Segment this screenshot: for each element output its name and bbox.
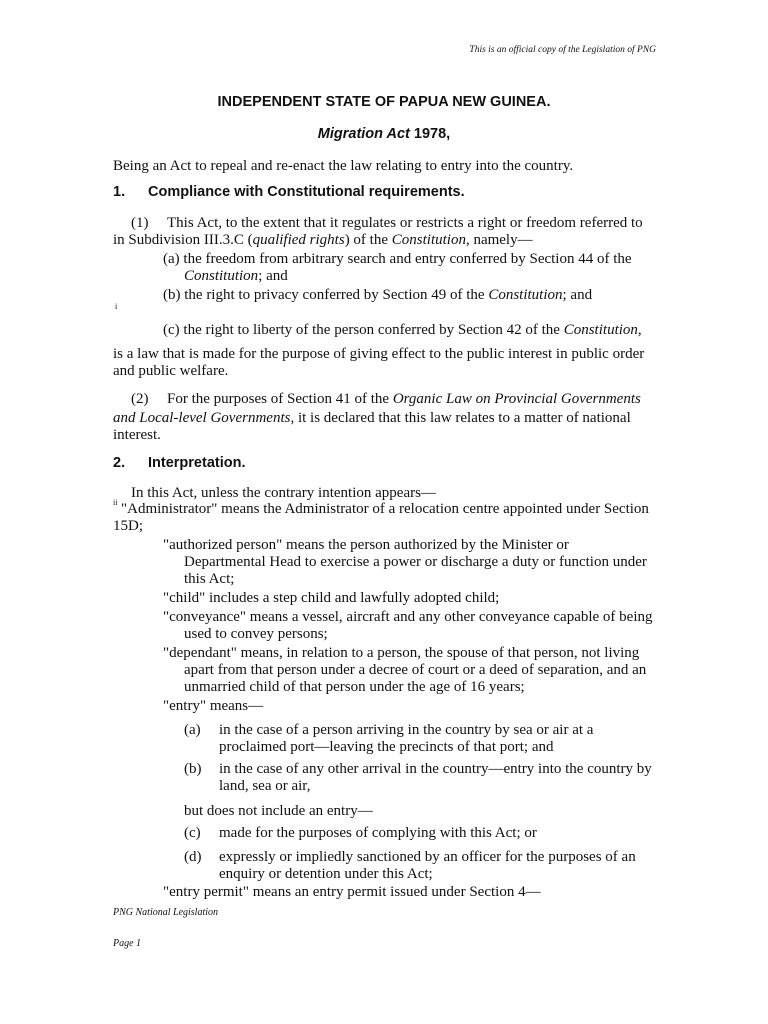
subsection-2-line-1 [167,391,641,408]
s1-constitution: Constitution [391,232,466,248]
subsection-2-line-3: interest. [113,427,161,443]
def-conveyance-line-1: "conveyance" means a vessel, aircraft and any other conveyance capable of being [163,609,653,625]
entry-b-number: (b) [184,761,202,777]
def-conveyance-line-2: used to convey persons; [184,626,328,642]
long-title: Being an Act to repeal and re-enact the law relating to entry into the country. [113,158,574,174]
footer-legislation: PNG National Legislation [113,907,219,918]
interpretation-intro: In this Act, unless the contrary intention appears— [131,485,436,501]
section-2-heading: Interpretation. [148,455,246,471]
endnote-marker-ii: ii [113,498,118,507]
act-year: 1978, [409,126,451,142]
def-authorized-line-1: "authorized person" means the person authorized by the Minister or [163,537,569,553]
def-dependant-line-3: unmarried child of that person under the age of 16 years; [184,679,525,695]
subsection-1-number: (1) [131,215,149,231]
subsection-1-tail-1: is a law that is made for the purpose of giving effect to the public interest in public order [113,346,645,362]
item-c-end: , [637,322,642,338]
s2-text-b: , it is declared that this law relates to a matter of national [290,410,631,426]
endnote-marker-i: i [115,302,118,311]
s2-local-level: and Local-level Governments [113,410,291,426]
s2-organic-law: Organic Law on Provincial Governments [392,391,641,407]
s1-text-a: in Subdivision III.3.C ( [113,232,253,248]
item-a-line-1: (a) the freedom from arbitrary search and entry conferred by Section 44 of the [163,251,632,267]
subsection-2-line-2 [113,410,631,427]
item-c-line-1 [163,322,642,339]
entry-d-line-1: expressly or impliedly sanctioned by an officer for the purposes of an [219,849,636,865]
def-authorized-line-2: Departmental Head to exercise a power or discharge a duty or function under [184,554,647,570]
entry-a-line-2: proclaimed port—leaving the precincts of that port; and [219,739,554,755]
s1-text-c: ) of the [344,232,392,248]
section-1-heading: Compliance with Constitutional requirements. [148,184,465,200]
subsection-1-line-1: This Act, to the extent that it regulates or restricts a right or freedom referred to [167,215,643,231]
entry-d-number: (d) [184,849,202,865]
entry-c-number: (c) [184,825,201,841]
item-a-end: ; and [258,268,288,284]
item-a-line-2 [184,268,288,285]
def-entry: "entry" means— [163,698,264,714]
subsection-2-number: (2) [131,391,149,407]
s1-text-e: , namely— [465,232,533,248]
def-authorized-line-3: this Act; [184,571,235,587]
item-a-constitution: Constitution [184,268,259,284]
def-dependant-line-2: apart from that person under a decree of court or a deed of separation, and an [184,662,647,678]
def-dependant-line-1: "dependant" means, in relation to a person, the spouse of that person, not living [163,645,640,661]
entry-c-line-1: made for the purposes of complying with this Act; or [219,825,537,841]
item-c-constitution: Constitution [563,322,638,338]
act-name: Migration Act [317,126,410,142]
subsection-1-line-2 [113,232,533,249]
footer-page-number: Page 1 [113,938,142,949]
s1-qualified-rights: qualified rights [252,232,345,248]
item-b-text: (b) the right to privacy conferred by Section 49 of the [163,287,489,303]
section-2-number: 2. [113,455,126,471]
entry-d-line-2: enquiry or detention under this Act; [219,866,433,882]
entry-a-line-1: in the case of a person arriving in the country by sea or air at a [219,722,594,738]
subsection-1-tail-2: and public welfare. [113,363,229,379]
s2-text-a: For the purposes of Section 41 of the [167,391,393,407]
def-administrator-line-2: 15D; [113,518,143,534]
official-copy-note: This is an official copy of the Legislation of PNG [469,45,656,55]
item-b-constitution: Constitution [488,287,563,303]
act-title [0,126,768,142]
section-1-number: 1. [113,184,126,200]
entry-a-number: (a) [184,722,201,738]
entry-exclusions: but does not include an entry— [184,803,373,819]
def-entry-permit: "entry permit" means an entry permit issued under Section 4— [163,884,541,900]
item-b-end: ; and [562,287,593,303]
def-child: "child" includes a step child and lawfully adopted child; [163,590,500,606]
def-administrator-line-1: "Administrator" means the Administrator of a relocation centre appointed under Section [121,501,649,517]
item-b-line-1 [163,287,592,304]
entry-b-line-1: in the case of any other arrival in the country—entry into the country by [219,761,652,777]
entry-b-line-2: land, sea or air, [219,778,311,794]
state-title: INDEPENDENT STATE OF PAPUA NEW GUINEA. [217,94,551,110]
item-c-text: (c) the right to liberty of the person conferred by Section 42 of the [163,322,564,338]
